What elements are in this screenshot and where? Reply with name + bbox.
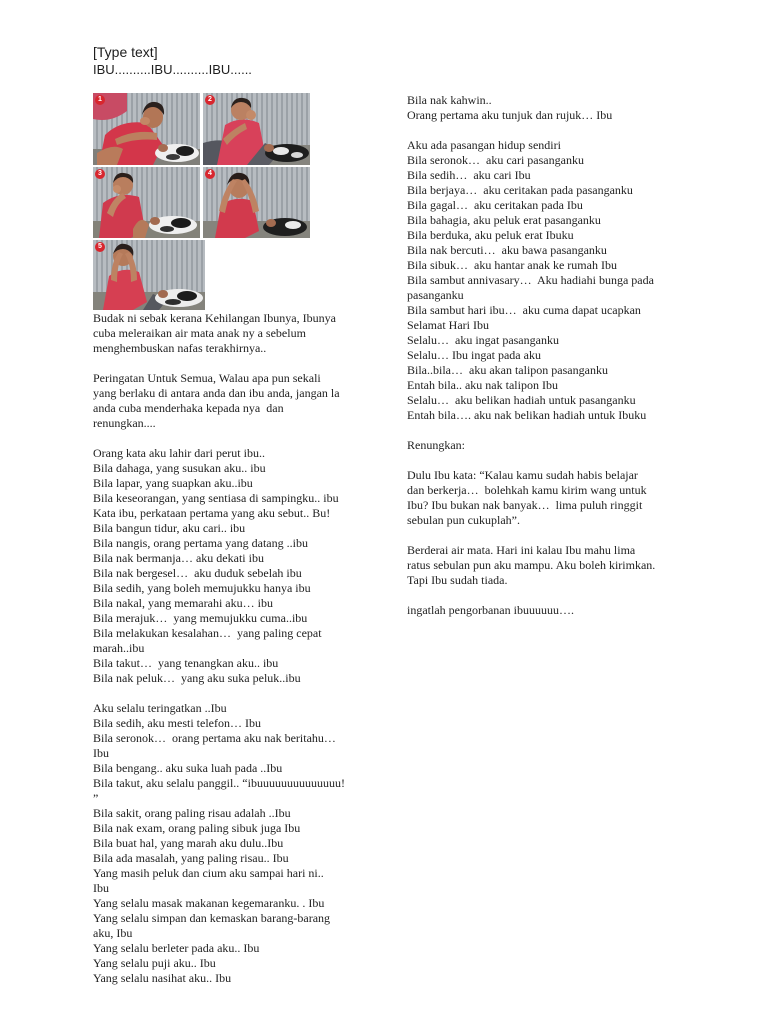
text-line: Bila dahaga, yang susukan aku.. ibu [93,461,266,475]
text-line: pasanganku [407,288,464,302]
text-line: Bila ada masalah, yang paling risau.. Ibu [93,851,289,865]
child-figure [155,289,203,307]
paragraph [407,603,697,618]
paragraph [407,138,697,423]
photo-number-badge: 4 [205,169,215,179]
text-line: menghembuskan nafas terakhirnya.. [93,341,267,355]
text-line: Bila nakal, yang memarahi aku… ibu [93,596,273,610]
text-line: Bila nangis, orang pertama yang datang ..ibu [93,536,308,550]
text-line: Yang selalu puji aku.. Ibu [93,956,216,970]
photo-2 [203,93,310,165]
child-figure [149,216,197,234]
text-line: Bila sedih, aku mesti telefon… Ibu [93,716,261,730]
text-line: Selalu… aku ingat pasanganku [407,333,559,347]
text-line: Bila buat hal, yang marah aku dulu..Ibu [93,836,284,850]
text-line: Peringatan Untuk Semua, Walau apa pun sekali [93,371,321,385]
paragraph [407,438,697,453]
text-line: Bila sedih, yang boleh memujukku hanya ibu [93,581,311,595]
text-line: Selalu… Ibu ingat pada aku [407,348,541,362]
text-line: Bila sambut hari ibu… aku cuma dapat ucapkan [407,303,641,317]
photo-1 [93,93,200,165]
text-line: Bila merajuk… yang memujukku cuma..ibu [93,611,308,625]
text-line: Bila sibuk… aku hantar anak ke rumah Ibu [407,258,617,272]
text-line: Tapi Ibu sudah tiada. [407,573,508,587]
photo-illustration [93,167,200,238]
photo-5 [93,240,205,310]
text-line: Bila gagal… aku ceritakan pada Ibu [407,198,583,212]
text-line: Yang selalu masak makanan kegemaranku. . Ibu [93,896,325,910]
text-line: Bila takut, aku selalu panggil.. “ibuuuuuuuuuuuuuu! [93,776,345,790]
text-line: Berderai air mata. Hari ini kalau Ibu mahu lima [407,543,636,557]
man-figure [215,173,259,238]
text-line: aku, Ibu [93,926,133,940]
photo-number-badge: 3 [95,169,105,179]
text-line: ” [93,791,99,805]
right-column [407,93,697,633]
text-line: Aku ada pasangan hidup sendiri [407,138,561,152]
text-line: Bila nak peluk… yang aku suka peluk..ibu [93,671,301,685]
photo-number-badge: 2 [205,95,215,105]
text-line: Bila nak bermanja… aku dekati ibu [93,551,264,565]
text-line: Bila berjaya… aku ceritakan pada pasanganku [407,183,633,197]
text-line: Bila sedih… aku cari Ibu [407,168,531,182]
text-line: Bila nak exam, orang paling sibuk juga Ibu [93,821,301,835]
text-line: Entah bila.. aku nak talipon Ibu [407,378,558,392]
text-line: Bila sakit, orang paling risau adalah ..Ibu [93,806,291,820]
text-line: Bila seronok… orang pertama aku nak beritahu… [93,731,336,745]
photo-illustration [93,240,205,310]
text-line: Bila nak kahwin.. [407,93,492,107]
paragraph [407,93,697,123]
text-line: Renungkan: [407,438,465,452]
text-line: Selamat Hari Ibu [407,318,489,332]
text-line: Bila nak bercuti… aku bawa pasanganku [407,243,607,257]
text-line: sebulan pun cukuplah”. [407,513,520,527]
document-title: IBU..........IBU..........IBU...... [93,62,252,77]
photo-illustration [203,93,310,165]
header-placeholder-text: [Type text] [93,44,158,60]
text-line: Yang selalu berleter pada aku.. Ibu [93,941,260,955]
paragraph [93,371,383,431]
left-column [93,311,383,1001]
text-line: Bila keseorangan, yang sentiasa di sampingku.. ibu [93,491,339,505]
text-line: Yang selalu simpan dan kemaskan barang-barang [93,911,331,925]
text-line: Bila melakukan kesalahan… yang paling cepat [93,626,322,640]
text-line: Bila takut… yang tenangkan aku.. ibu [93,656,279,670]
text-line: Ibu [93,881,109,895]
photo-illustration [203,167,310,238]
text-line: Bila bengang.. aku suka luah pada ..Ibu [93,761,283,775]
child-figure [155,144,199,162]
text-line: Entah bila…. aku nak belikan hadiah untuk Ibuku [407,408,647,422]
text-line: Bila seronok… aku cari pasanganku [407,153,584,167]
text-line: Dulu Ibu kata: “Kalau kamu sudah habis belajar [407,468,638,482]
text-line: Ibu [93,746,109,760]
text-line: ratus sebulan pun aku mampu. Aku boleh kirimkan. [407,558,656,572]
text-line: Budak ni sebak kerana Kehilangan Ibunya, Ibunya [93,311,336,325]
text-line: Orang kata aku lahir dari perut ibu.. [93,446,265,460]
photo-illustration [93,93,200,165]
text-line: marah..ibu [93,641,145,655]
text-line: Kata ibu, perkataan pertama yang aku sebut.. Bu! [93,506,331,520]
text-line: anda cuba menderhaka kepada nya dan [93,401,284,415]
text-line: Bila sambut annivasary… Aku hadiahi bunga pada [407,273,654,287]
text-line: cuba meleraikan air mata anak ny a sebelum [93,326,306,340]
photo-4 [203,167,310,238]
text-line: Bila berduka, aku peluk erat Ibuku [407,228,574,242]
text-line: dan berkerja… bolehkah kamu kirim wang untuk [407,483,647,497]
text-line: Aku selalu teringatkan ..Ibu [93,701,227,715]
photo-3 [93,167,200,238]
paragraph [407,468,697,528]
photo-collage [93,93,310,311]
man-figure [99,173,149,238]
paragraph [93,701,383,986]
photo-number-badge: 5 [95,242,105,252]
text-line: Bila bahagia, aku peluk erat pasanganku [407,213,601,227]
text-line: Orang pertama aku tunjuk dan rujuk… Ibu [407,108,613,122]
text-line: Yang selalu nasihat aku.. Ibu [93,971,232,985]
paragraph [93,446,383,686]
text-line: Selalu… aku belikan hadiah untuk pasanganku [407,393,636,407]
text-line: Bila lapar, yang suapkan aku..ibu [93,476,253,490]
text-line: Bila bangun tidur, aku cari.. ibu [93,521,246,535]
text-line: Ibu? Ibu bukan nak banyak… lima puluh ringgit [407,498,643,512]
text-line: ingatlah pengorbanan ibuuuuuu…. [407,603,574,617]
text-line: Bila nak bergesel… aku duduk sebelah ibu [93,566,302,580]
text-line: renungkan.... [93,416,156,430]
photo-number-badge: 1 [95,95,105,105]
text-line: Yang masih peluk dan cium aku sampai hari ni.. [93,866,324,880]
text-line: yang berlaku di antara anda dan ibu anda, jangan la [93,386,340,400]
paragraph [407,543,697,588]
text-line: Bila..bila… aku akan talipon pasanganku [407,363,608,377]
child-figure [263,218,307,236]
paragraph [93,311,383,356]
